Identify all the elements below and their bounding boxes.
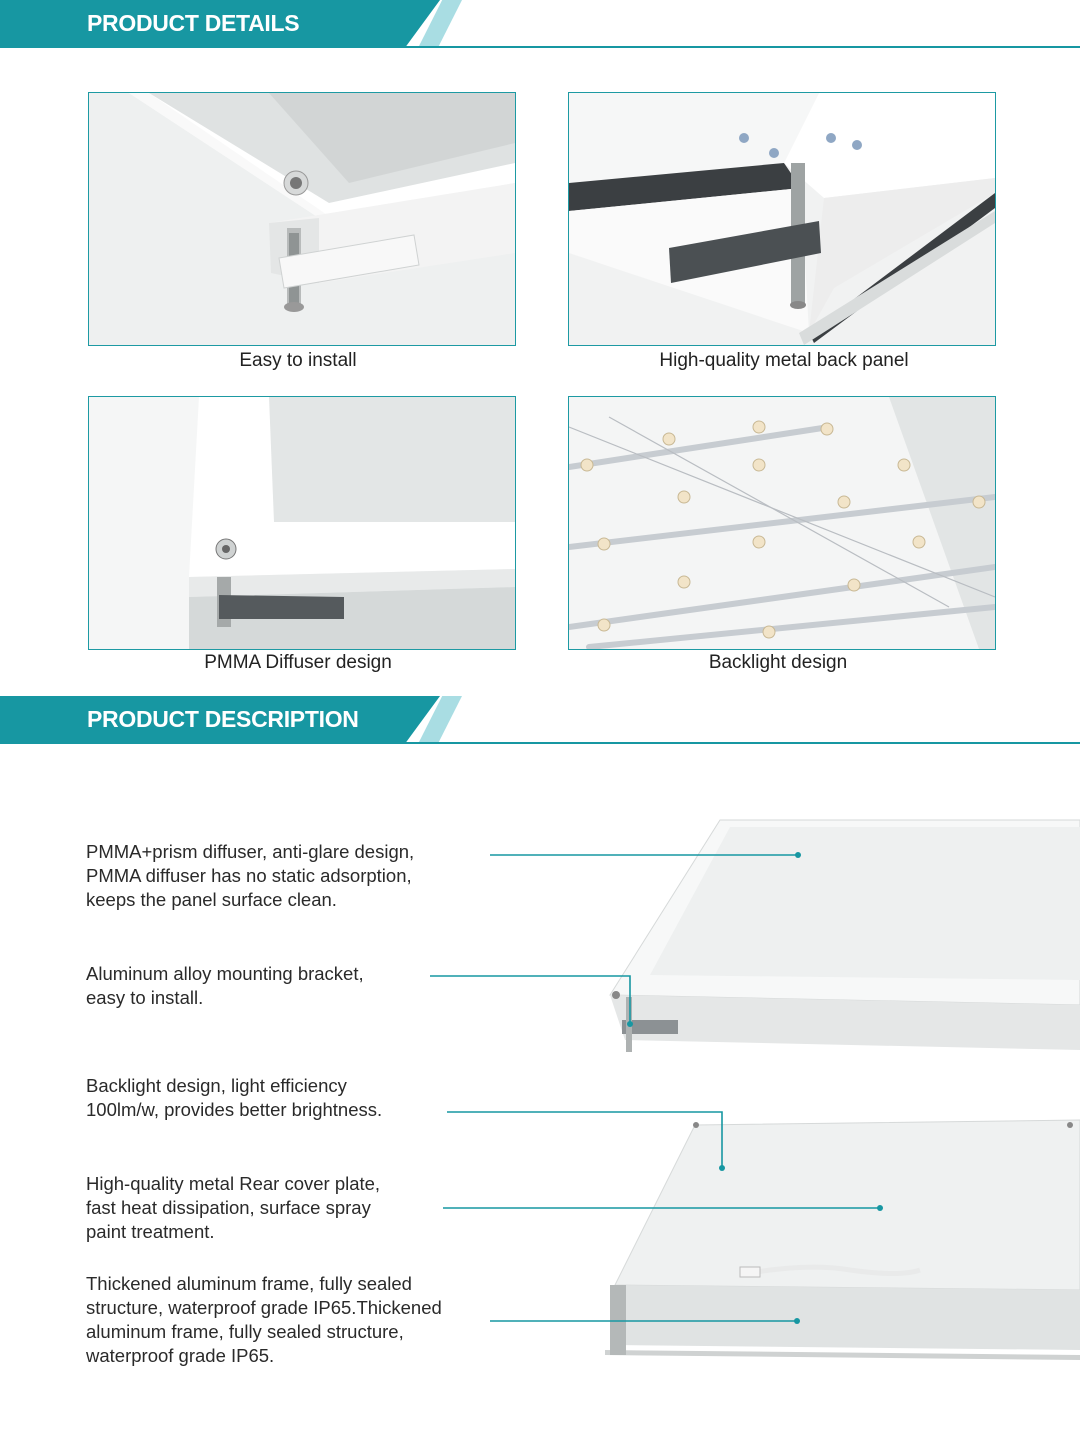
- leader-dot-rear-cover: [877, 1205, 883, 1211]
- leader-dot-diffuser: [795, 852, 801, 858]
- caption-easy-to-install: Easy to install: [239, 350, 357, 371]
- leader-bracket: [430, 976, 630, 1024]
- product-description-title: PRODUCT DESCRIPTION: [87, 706, 359, 732]
- leader-backlight: [447, 1112, 722, 1168]
- caption-metal-back-panel: High-quality metal back panel: [659, 350, 909, 371]
- leader-dot-frame: [794, 1318, 800, 1324]
- desc-diffuser: PMMA+prism diffuser, anti-glare design, PMMA diffuser has no static adsorption, keeps the panel surface clean.: [86, 841, 415, 910]
- leader-dot-bracket: [627, 1021, 633, 1027]
- desc-mounting-bracket: Aluminum alloy mounting bracket, easy to install.: [86, 963, 364, 1008]
- desc-aluminum-frame: Thickened aluminum frame, fully sealed structure, waterproof grade IP65.Thickened aluminum frame, fully sealed structure, waterproof grade IP65.: [86, 1273, 442, 1366]
- leader-dot-backlight: [719, 1165, 725, 1171]
- caption-pmma-diffuser: PMMA Diffuser design: [204, 652, 392, 673]
- caption-backlight: Backlight design: [708, 652, 848, 673]
- desc-backlight: Backlight design, light efficiency 100lm/w, provides better brightness.: [86, 1075, 383, 1120]
- product-details-title: PRODUCT DETAILS: [87, 10, 300, 36]
- desc-rear-cover: High-quality metal Rear cover plate, fast heat dissipation, surface spray paint treatment.: [86, 1173, 381, 1242]
